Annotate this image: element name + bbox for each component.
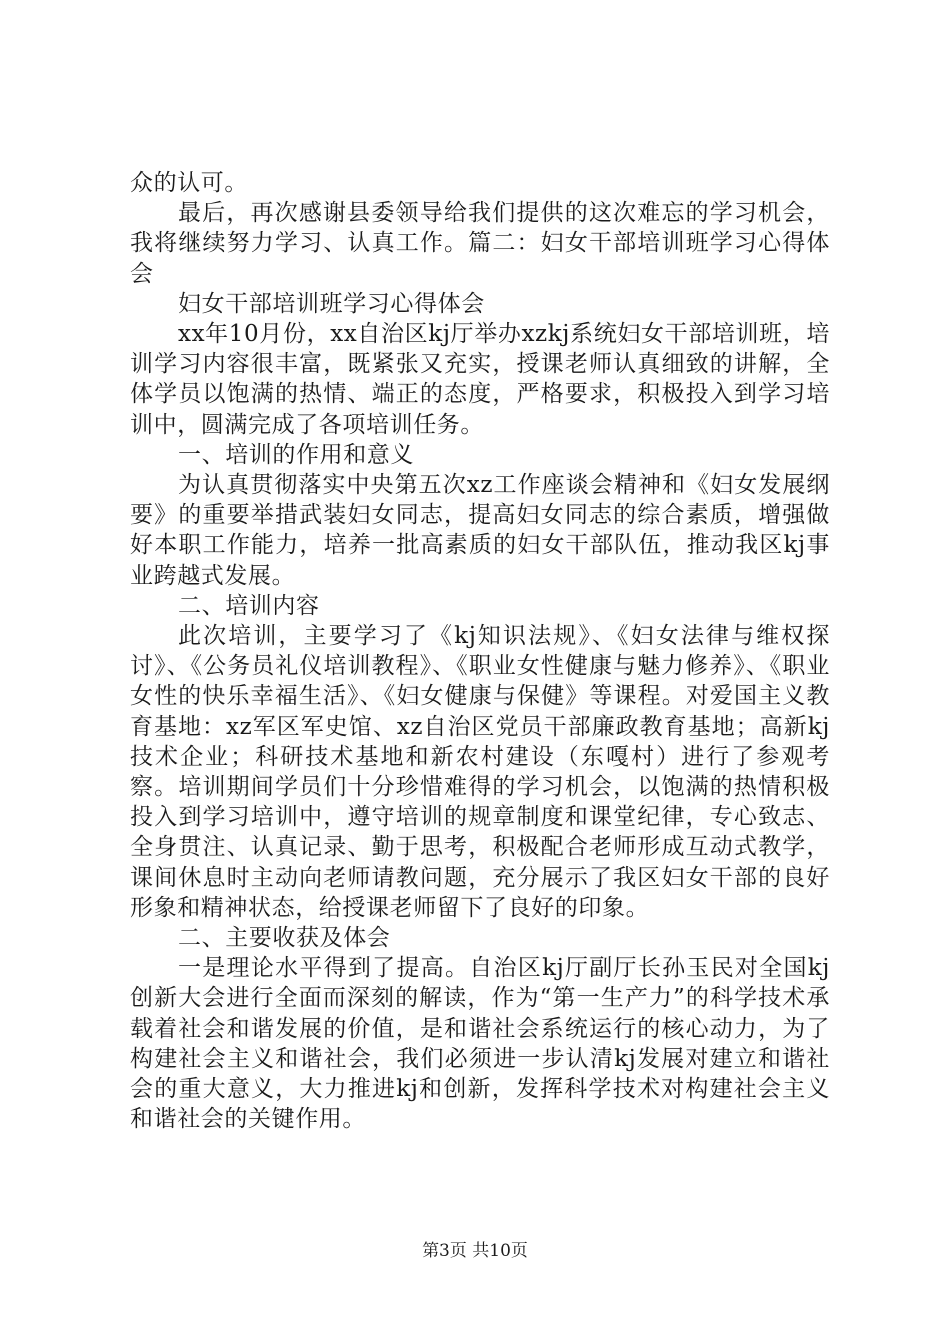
paragraph-closing: 最后，再次感谢县委领导给我们提供的这次难忘的学习机会，我将继续努力学习、认真工作。篇二：妇女干部培训班学习心得体会	[130, 200, 830, 287]
section-heading-3: 二、主要收获及体会	[178, 925, 391, 952]
paragraph-purpose: 为认真贯彻落实中央第五次xz工作座谈会精神和《妇女发展纲要》的重要举措武装妇女同志，提高妇女同志的综合素质，增强做好本职工作能力，培养一批高素质的妇女干部队伍，推动我区kj事业跨越式发展。	[130, 472, 830, 589]
section-heading-1: 一、培训的作用和意义	[178, 441, 414, 468]
paragraph-content: 此次培训，主要学习了《kj知识法规》、《妇女法律与维权探讨》、《公务员礼仪培训教程》、《职业女性健康与魅力修养》、《职业女性的快乐幸福生活》、《妇女健康与保健》等课程。对爱国主义教育基地：xz军区军史馆、xz自治区党员干部廉政教育基地；高新kj技术企业；科研技术基地和新农村建设（东嘎村）进行了参观考察。培训期间学员们十分珍惜难得的学习机会，以饱满的热情积极投入到学习培训中，遵守培训的规章制度和课堂纪律，专心致志、全身贯注、认真记录、勤于思考，积极配合老师形成互动式教学，课间休息时主动向老师请教问题，充分展示了我区妇女干部的良好形象和精神状态，给授课老师留下了良好的印象。	[130, 623, 830, 921]
paragraph-intro: xx年10月份，xx自治区kj厅举办xzkj系统妇女干部培训班，培训学习内容很丰富，既紧张又充实，授课老师认真细致的讲解，全体学员以饱满的热情、端正的态度，严格要求，积极投入到学习培训中，圆满完成了各项培训任务。	[130, 321, 830, 438]
page-footer: 第3页 共10页	[422, 1241, 528, 1261]
paragraph-continuation: 众的认可。	[130, 170, 248, 196]
paragraph-gains: 一是理论水平得到了提高。自治区kj厅副厅长孙玉民对全国kj创新大会进行全面而深刻的解读，作为“第一生产力”的科学技术承载着社会和谐发展的价值，是和谐社会系统运行的核心动力，为了构建社会主义和谐社会，我们必须进一步认清kj发展对建立和谐社会的重大意义，大力推进kj和创新，发挥科学技术对构建社会主义和谐社会的关键作用。	[130, 955, 830, 1133]
section-heading-2: 二、培训内容	[178, 592, 320, 619]
document-body	[130, 168, 830, 1135]
article-title: 妇女干部培训班学习心得体会	[178, 290, 485, 317]
